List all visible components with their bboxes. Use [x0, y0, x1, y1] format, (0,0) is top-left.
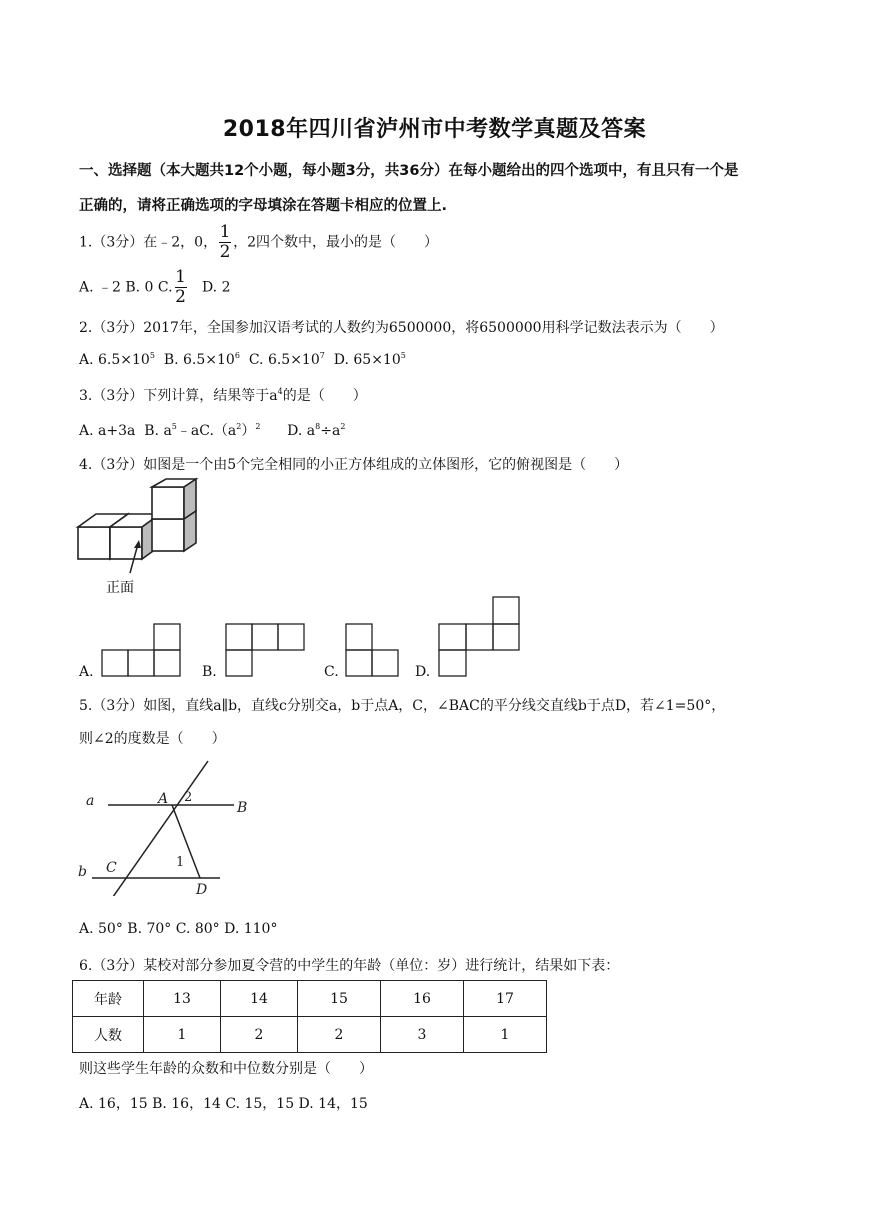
q1-fraction [219, 224, 231, 261]
table-cell: 17 [464, 981, 547, 1017]
table-row [73, 981, 547, 1017]
row-header-count: 人数 [73, 1017, 144, 1053]
q3-option-a: A. a+3a [79, 423, 136, 439]
table-cell: 1 [464, 1017, 547, 1053]
q2-options [79, 351, 406, 368]
table-row [73, 1017, 547, 1053]
q2-option-d: D. $65\times 10^5$ [333, 351, 406, 368]
q3-option-c: $C.(a^2)^2$ [199, 422, 261, 439]
table-cell: 13 [144, 981, 221, 1017]
q5-geometry-figure [72, 756, 272, 896]
q3-option-b: B. $a^5﹣a$ [144, 422, 200, 439]
question-5-line1: 5.（3分）如图，直线a∥b，直线c分别交a，b于点A，C，∠BAC的平分线交直线b于点D，若∠1=50°， [79, 698, 726, 714]
table-cell: 14 [221, 981, 298, 1017]
table-cell: 16 [381, 981, 464, 1017]
q3-options [79, 420, 345, 440]
q1-stem-start: 1.（3分）在﹣2，0， [79, 234, 218, 251]
q4-option-c-label: C. [324, 664, 339, 680]
page-title: 2018年四川省泸州市中考数学真题及答案 [222, 117, 647, 142]
point-a-label: A [158, 791, 169, 807]
q4-option-b-figure [224, 622, 306, 678]
question-3: 3.（3分）下列计算，结果等于$a^4$的是（ ） [79, 387, 367, 404]
q5-options: A. 50° B. 70° C. 80° D. 110° [79, 921, 278, 937]
q4-option-c-figure [344, 622, 402, 678]
q4-cube-figure [72, 476, 212, 600]
q4-option-d-label: D. [415, 664, 431, 680]
q6-question: 则这些学生年龄的众数和中位数分别是（ ） [79, 1061, 373, 1077]
q2-option-a: A. $6.5\times 10^5$ [79, 351, 155, 368]
age-table [72, 980, 547, 1053]
q1-option-c-fraction [175, 269, 187, 306]
section-header-line2: 正确的，请将正确选项的字母填涂在答题卡相应的位置上. [79, 198, 448, 214]
q4-option-a-label: A. [79, 664, 94, 680]
point-d-label: D [196, 882, 208, 896]
point-b-label: B [237, 800, 248, 816]
line-a-label: a [86, 793, 95, 809]
table-cell: 2 [298, 1017, 381, 1053]
table-cell: 15 [298, 981, 381, 1017]
question-4: 4.（3分）如图是一个由5个完全相同的小正方体组成的立体图形，它的俯视图是（ ） [79, 457, 629, 473]
q1-stem-end: ，2四个数中，最小的是（ ） [233, 234, 439, 251]
line-b-label: b [78, 864, 87, 880]
q2-option-c: C. $6.5\times 10^7$ [248, 351, 325, 368]
fraction-denominator: 2 [175, 287, 186, 307]
question-1 [79, 224, 438, 261]
angle-2-label: 2 [184, 790, 193, 805]
fraction-numerator: 1 [175, 267, 186, 287]
q1-option-d: D. 2 [201, 279, 231, 296]
table-cell: 3 [381, 1017, 464, 1053]
point-c-label: C [106, 860, 117, 876]
front-label: 正面 [106, 580, 134, 596]
row-header-age: 年龄 [73, 981, 144, 1017]
fraction-denominator: 2 [219, 242, 231, 262]
q3-option-d: D. $a^8\div a^2$ [287, 422, 346, 439]
table-cell: 2 [221, 1017, 298, 1053]
question-2: 2.（3分）2017年，全国参加汉语考试的人数约为6500000，将6500000用科学记数法表示为（ ） [79, 320, 724, 336]
q6-options: A. 16，15 B. 16，14 C. 15，15 D. 14，15 [79, 1096, 368, 1112]
q4-option-d-figure [437, 594, 521, 678]
question-5-line2: 则∠2的度数是（ ） [79, 731, 226, 747]
q4-option-b-label: B. [202, 664, 217, 680]
q1-options [79, 269, 230, 306]
table-cell: 1 [144, 1017, 221, 1053]
fraction-numerator: 1 [219, 222, 231, 242]
section-header-line1: 一、选择题（本大题共12个小题，每小题3分，共36分）在每小题给出的四个选项中，有且只有一个是 [79, 163, 739, 179]
question-6: 6.（3分）某校对部分参加夏令营的中学生的年龄（单位：岁）进行统计，结果如下表： [79, 958, 620, 974]
angle-1-label: 1 [176, 855, 185, 870]
q1-options-start: A. ﹣2 B. 0 C. [79, 279, 173, 296]
q4-option-a-figure [100, 622, 182, 678]
q2-option-b: B. $6.5\times 10^6$ [163, 351, 240, 368]
